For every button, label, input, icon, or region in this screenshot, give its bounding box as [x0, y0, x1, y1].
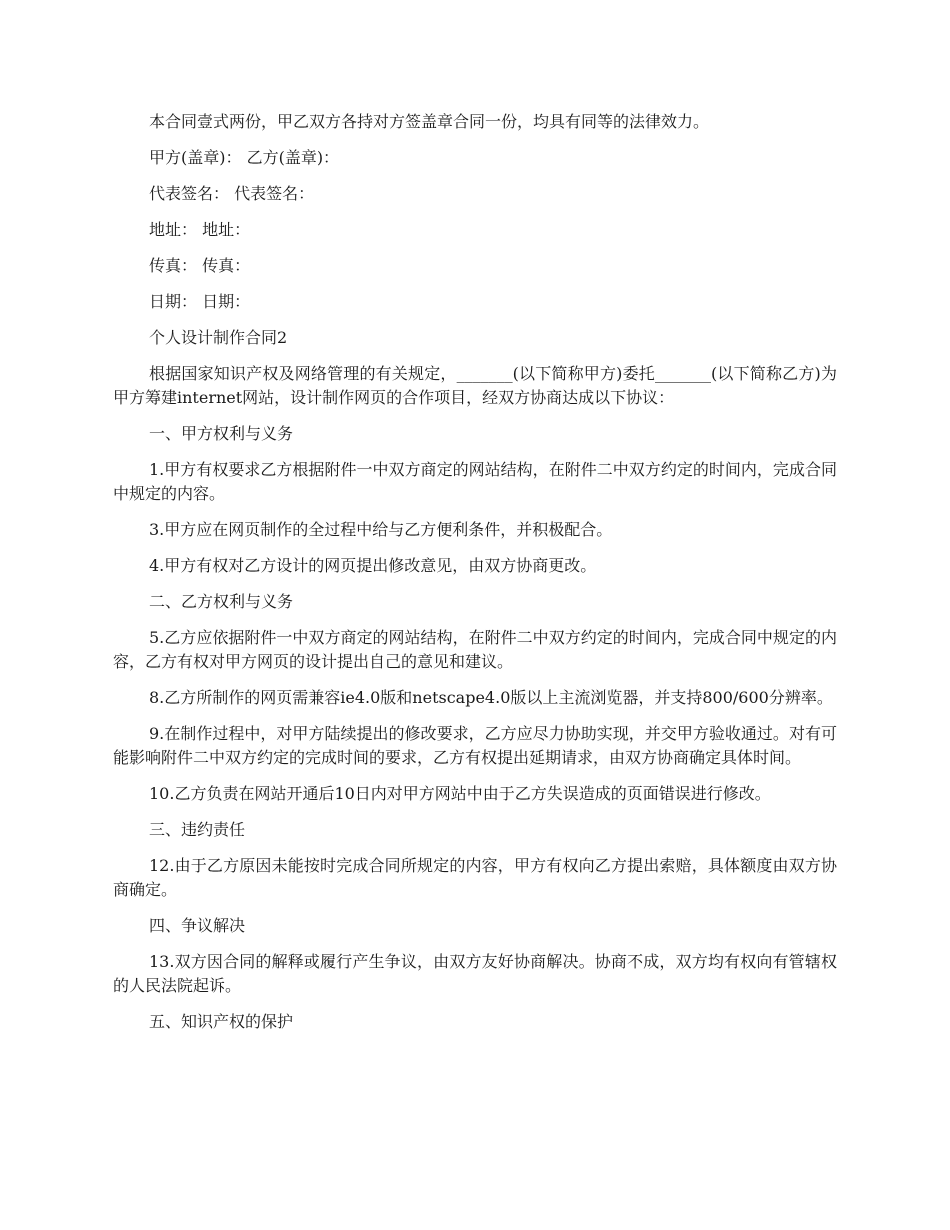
clause-1: 1.甲方有权要求乙方根据附件一中双方商定的网站结构，在附件二中双方约定的时间内，完成合同中规定的内容。 [113, 460, 837, 503]
document-page [113, 110, 837, 1046]
section-heading-party-b: 二、乙方权利与义务 [149, 592, 294, 611]
clause-3: 3.甲方应在网页制作的全过程中给与乙方便利条件，并积极配合。 [149, 520, 613, 539]
clause-12: 12.由于乙方原因未能按时完成合同所规定的内容，甲方有权向乙方提出索赔，具体额度由双方协商确定。 [113, 856, 837, 899]
clause-5: 5.乙方应依据附件一中双方商定的网站结构，在附件二中双方约定的时间内，完成合同中规定的内容，乙方有权对甲方网页的设计提出自己的意见和建议。 [113, 628, 837, 671]
representative-signature-line: 代表签名： 代表签名： [149, 184, 315, 203]
clause-4: 4.甲方有权对乙方设计的网页提出修改意见，由双方协商更改。 [149, 556, 597, 575]
contract-title: 个人设计制作合同2 [149, 328, 288, 347]
seal-line: 甲方(盖章)： 乙方(盖章)： [149, 148, 340, 167]
clause-8: 8.乙方所制作的网页需兼容ie4.0版和netscape4.0版以上主流浏览器，并支持800/600分辨率。 [149, 688, 833, 707]
section-heading-breach: 三、违约责任 [149, 820, 246, 839]
section-heading-party-a: 一、甲方权利与义务 [149, 424, 294, 443]
date-line: 日期： 日期： [149, 292, 251, 311]
section-heading-dispute: 四、争议解决 [149, 916, 246, 935]
fax-line: 传真： 传真： [149, 256, 251, 275]
section-heading-ip: 五、知识产权的保护 [149, 1012, 294, 1031]
copies-clause: 本合同壹式两份，甲乙双方各持对方签盖章合同一份，均具有同等的法律效力。 [149, 112, 710, 131]
contract-preamble: 根据国家知识产权及网络管理的有关规定，_______(以下简称甲方)委托_______(以下简称乙方)为甲方筹建internet网站，设计制作网页的合作项目，经双方协商达成以下协议： [113, 364, 837, 407]
address-line: 地址： 地址： [149, 220, 251, 239]
clause-10: 10.乙方负责在网站开通后10日内对甲方网站中由于乙方失误造成的页面错误进行修改。 [149, 784, 771, 803]
clause-13: 13.双方因合同的解释或履行产生争议，由双方友好协商解决。协商不成，双方均有权向有管辖权的人民法院起诉。 [113, 952, 837, 995]
clause-9: 9.在制作过程中，对甲方陆续提出的修改要求，乙方应尽力协助实现，并交甲方验收通过。对有可能影响附件二中双方约定的完成时间的要求，乙方有权提出延期请求，由双方协商确定具体时间。 [113, 724, 837, 767]
